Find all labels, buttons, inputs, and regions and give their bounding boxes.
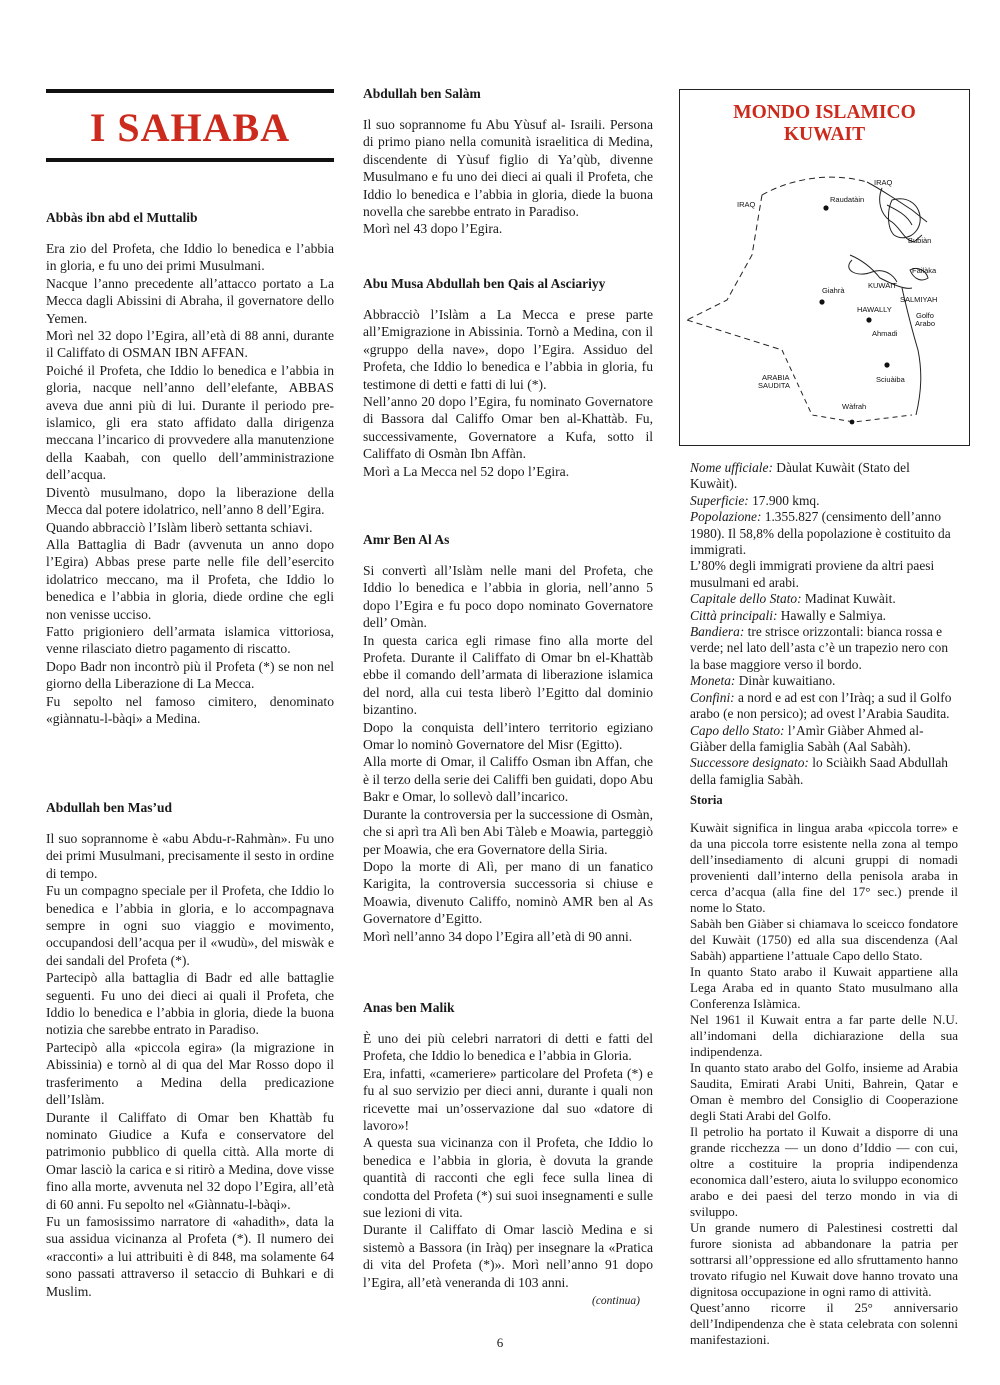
fact-row: L’80% degli immigrati proviene da altri paesi musulmani ed arabi. bbox=[690, 558, 935, 590]
map-label-raudatain: Raudatàin bbox=[830, 195, 865, 204]
paragraph: Dopo la conquista dell’intero territorio egiziano Omar lo nominò Governatore del Misr (Egitto). bbox=[363, 719, 653, 753]
paragraph: Quando abbracciò l’Islàm liberò settanta schiavi. bbox=[46, 519, 313, 535]
kuwait-map bbox=[682, 160, 967, 440]
paragraph: Quest’anno ricorre il 25° anniversario dell’Indipendenza che è stata celebrata con solenni manifestazioni. bbox=[690, 1300, 958, 1347]
heading-storia: Storia bbox=[690, 793, 723, 807]
title-rule-top bbox=[46, 89, 334, 93]
paragraph: Dopo la morte di Alì, per mano di un fanatico Karigita, la controversia successoria si chiuse e Moawia, divenuto Califfo, nominò AMR ben al As Governatore d’Egitto. bbox=[363, 858, 653, 927]
paragraph: Durante il Califfato di Omar ben Khattàb fu nominato Giudice a Kufa e conservatore del patrimonio pubblico di quella città. Alla morte di Omar lasciò la carica e si ritirò a Medina, dove visse fino alla morte, avvenuta nel 32 dopo l’Egira, all’età di 60 anni. Fu sepolto nel «Giànnatu-l-bàqi». bbox=[46, 1109, 334, 1212]
fact-row: Successore designato: lo Sciàikh Saad Abdullah della famiglia Sabàh. bbox=[690, 755, 948, 787]
map-label-giahra: Giahrà bbox=[822, 286, 845, 295]
map-label-sciuaiba: Sciuàiba bbox=[876, 375, 905, 384]
map-label-iraq-north: IRAQ bbox=[874, 178, 893, 187]
paragraph: Kuwàit significa in lingua araba «piccola torre» e da una piccola torre esistente nella zona al tempo dell’insediamento di alcuni gruppi di nomadi provenienti dall’interno della penisola araba in cerca d’acqua (alla fine del 17° sec.) prende il nome lo Stato. bbox=[690, 820, 958, 915]
heading-abbas: Abbàs ibn abd el Muttalib bbox=[46, 210, 198, 225]
map-label-kuwait: KUWAIT bbox=[868, 281, 897, 290]
paragraph: Durante il Califfato di Omar lasciò Medina e si sistemò a Bassora (in Iràq) per insegnare la «Pratica di vita del Profeta (*)». Morì nell’anno 91 dopo l’Egira, all’età veneranda di 103 anni. bbox=[363, 1222, 653, 1290]
map-label-arabia: ARABIA bbox=[762, 373, 790, 382]
paragraph: È uno dei più celebri narratori di detti e fatti del Profeta, che Iddio lo benedica e l’abbia in Gloria. bbox=[363, 1031, 653, 1064]
fact-row: Capitale dello Stato: Madinat Kuwàit. bbox=[690, 591, 896, 607]
heading-amr-ben-al-as: Amr Ben Al As bbox=[363, 532, 450, 547]
paragraph: Partecipò alla battaglia di Badr ed alle battaglie seguenti. Fu uno dei dieci ai quali il Profeta, che Iddio lo benedica e l’abbia in gloria, diede la buona notizia che sarebbe entrato in Paradiso. bbox=[46, 970, 334, 1038]
fact-row: Moneta: Dinàr kuwaitiano. bbox=[690, 673, 836, 689]
heading-abdullah-salam: Abdullah ben Salàm bbox=[363, 86, 481, 101]
map-label-golfo: Golfo bbox=[916, 311, 934, 320]
paragraph: A questa sua vicinanza con il Profeta, che Iddio lo benedica e l’abbia in gloria, è dovuta la grande quantità di racconti che egli fece sulla linea di condotta del Profeta (*) sui suoi insegnamenti e sulle sue lezioni di vita. bbox=[363, 1135, 653, 1221]
paragraph: Il suo soprannome fu Abu Yùsuf al- Israili. Persona di primo piano nella comunità israelitica di Medina, discendente di Yùsuf figlio di Ya’qùb, divenne Musulmano e fu uno dei dieci ai quali il Profeta, che Iddio lo benedica e l’abbia in gloria, diede la buona novella che sarebbe entrato in Paradiso. bbox=[363, 117, 653, 220]
fact-row: Nome ufficiale: Dàulat Kuwàit (Stato del Kuwàit). bbox=[690, 460, 910, 492]
map-label-bubian: Bubiàn bbox=[908, 236, 932, 245]
paragraph: Morì a La Mecca nel 52 dopo l’Egira. bbox=[363, 463, 570, 479]
paragraph: In questa carica egli rimase fino alla morte del Profeta. Durante il Califfato di Omar bn el-Khattàb ebbe il comando dell’armata di liberazione islamica del nord, alla cui testa liberò l’Egitto dal dominio bizantino. bbox=[363, 632, 653, 718]
page-number: 6 bbox=[496, 1335, 504, 1350]
paragraph: Durante la controversia per la successione di Osmàn, che si aprì tra Alì ben Abi Tàleb e Moawia, parteggiò per Moawia, che era Governatore della Siria. bbox=[363, 806, 653, 857]
paragraph: Partecipò alla «piccola egira» (la migrazione in Abissinia) e tornò al di qua del Mar Rosso dopo il trasferimento a Medina della predicazione dell’Islàm. bbox=[46, 1039, 334, 1108]
paragraph: Un grande numero di Palestinesi costretti dal furore sionista ad abbandonare la patria per sottrarsi all’oppressione ed allo sfruttamento hanno trovato rifugio nel Kuwait dove hanno trovato una dignitosa occupazione in ogni ramo di attività. bbox=[690, 1220, 958, 1299]
page-title: I SAHABA bbox=[89, 105, 291, 150]
article-anas-ben-malik bbox=[363, 1030, 653, 1291]
box-title-line-1: MONDO ISLAMICO bbox=[733, 102, 916, 123]
paragraph: Fu sepolto nel famoso cimitero, denominato «giànnatu-l-bàqi» a Medina. bbox=[46, 693, 334, 726]
map-label-failaka: Failàka bbox=[912, 266, 937, 275]
paragraph: Morì nel 32 dopo l’Egira, all’età di 88 anni, durante il Califfato di OSMAN IBN AFFAN. bbox=[46, 328, 334, 361]
article-abdullah-mas-ud bbox=[46, 830, 334, 1300]
box-title bbox=[679, 102, 970, 146]
paragraph: Il petrolio ha portato il Kuwait a disporre di una grande ricchezza — un dono d’Iddio — con cui, oltre a costituire la propria indipendenza economica dall’estero, aiuta lo sviluppo economico arabo e dei paesi del terzo mondo in via di sviluppo. bbox=[690, 1124, 958, 1219]
paragraph: Il suo soprannome è «abu Abdu-r-Rahmàn». Fu uno dei primi Musulmani, precisamente il sesto in ordine di tempo. bbox=[46, 831, 334, 881]
paragraph: Fu un famosissimo narratore di «ahadith», data la sua assidua vicinanza al Profeta (*). Il numero dei «racconti» a lui attribuiti è di 848, ma solamente 64 sono passati attraverso il setaccio di Buhkari e di Muslim. bbox=[46, 1213, 334, 1299]
map-label-arabo: Arabo bbox=[915, 319, 936, 328]
map-label-salmiyah: SALMIYAH bbox=[900, 295, 938, 304]
paragraph: Nel 1961 il Kuwait entra a far parte delle N.U. all’indomani della dichiarazione della sua indipendenza. bbox=[690, 1012, 958, 1059]
fact-row: Confini: a nord e ad est con l’Iràq; a sud il Golfo arabo (e non persico); ad ovest l’Arabia Saudita. bbox=[690, 689, 952, 722]
paragraph: Era zio del Profeta, che Iddio lo benedica e l’abbia in gloria, e fu uno dei primi Musulmani. bbox=[46, 241, 334, 274]
article-abbas bbox=[46, 240, 334, 727]
paragraph: Alla Battaglia di Badr (avvenuta un anno dopo l’Egira) Abbas prese parte nelle file dell’esercito idolatrico meccano, ma il Profeta, che Iddio lo benedica e l’abbia in gloria, diede ordine che egli non venisse ucciso. bbox=[46, 536, 334, 622]
paragraph: Diventò musulmano, dopo la liberazione della Mecca dal potere idolatrico, nell’anno 8 dell’Egira. bbox=[46, 484, 334, 518]
paragraph: Fu un compagno speciale per il Profeta, che Iddio lo benedica e l’abbia in gloria, e lo accompagnava sempre in ogni suo viaggio e movimento, occupandosi dell’acqua per il «wudù», del miswàk e dei sandali del Profeta (*). bbox=[46, 883, 334, 968]
fact-row: Bandiera: tre strisce orizzontali: bianca rossa e verde; nel lato dell’asta c’è un trapezio nero con la base maggiore verso il bordo. bbox=[690, 624, 949, 672]
fact-row: Superficie: 17.900 kmq. bbox=[690, 492, 820, 508]
storia-text bbox=[690, 820, 958, 1348]
paragraph: Nell’anno 20 dopo l’Egira, fu nominato Governatore di Bassora dal Califfo Omar ben al-Khattàb. Fu, successivamente, Governatore a Kufa, sotto il Califfato di Osmàn Ibn Affàn. bbox=[363, 394, 653, 462]
heading-anas-ben-malik: Anas ben Malik bbox=[363, 1000, 455, 1015]
paragraph: Si convertì all’Islàm nelle mani del Profeta, che Iddio lo benedica e l’abbia in gloria, nell’anno 5 dopo l’Egira e fu poco dopo nominato Governatore dell’ Omàn. bbox=[363, 563, 653, 631]
continued-note: (continua) bbox=[592, 1295, 640, 1307]
map-label-wafrah: Wàfrah bbox=[842, 402, 867, 411]
paragraph: In quanto Stato arabo il Kuwait appartiene alla Lega Araba ed in quanto Stato musulmano alla Conferenza Islàmica. bbox=[690, 964, 958, 1011]
paragraph: Poiché il Profeta, che Iddio lo benedica e l’abbia in gloria, nacque nell’anno dell’elefante, ABBAS aveva due anni più di lui. Durante il periodo pre-islamico, gli era stato affidato dalla dirigenza meccana l’incarico di provvedere alla manutenzione della Kaabah, con quello dell’amministrazione dell’acqua. bbox=[46, 362, 334, 483]
fact-row: Capo dello Stato: l’Amìr Giàber Ahmed al-Giàber della famiglia Sabàh (Aal Sabàh). bbox=[690, 722, 924, 754]
paragraph: Morì nel 43 dopo l’Egira. bbox=[363, 221, 503, 237]
title-rule-bottom bbox=[46, 158, 334, 162]
heading-abdullah-mas-ud: Abdullah ben Mas’ud bbox=[46, 800, 173, 815]
article-abdullah-salam bbox=[363, 116, 653, 238]
article-amr-ben-al-as bbox=[363, 562, 653, 945]
paragraph: Alla morte di Omar, il Califfo Osman ibn Affan, che è il terzo della serie dei Califfi ben guidati, dopo Abu Bakr e Omar, lo sollevò dall’incarico. bbox=[363, 754, 653, 805]
map-label-saudita: SAUDITA bbox=[758, 381, 790, 390]
kuwait-facts bbox=[690, 460, 958, 788]
paragraph: Dopo Badr non incontrò più il Profeta (*) se non nel giorno della Liberazione di La Mecca. bbox=[46, 658, 334, 692]
paragraph: Era, infatti, «cameriere» particolare del Profeta (*) e fu al suo servizio per dieci anni, durante i quali non ricevette mai un’osservazione dal suo «datore di lavoro»! bbox=[363, 1065, 653, 1134]
fact-row: Città principali: Hawally e Salmiya. bbox=[690, 607, 887, 623]
map-label-ahmadi: Ahmadi bbox=[872, 329, 898, 338]
paragraph: Nacque l’anno precedente all’attacco portato a La Mecca dagli Abissini di Abraha, il governatore dello Yemen. bbox=[46, 275, 334, 326]
paragraph: Abbracciò l’Islàm a La Mecca e prese parte all’Emigrazione in Abissinia. Tornò a Medina, con il «gruppo della nave», dopo l’Egira. Assiduo del Profeta, che Iddio lo benedica e l’abbia in gloria, fu testimone di detti e fatti di lui (*). bbox=[363, 307, 653, 392]
box-title-line-2: KUWAIT bbox=[783, 124, 866, 145]
article-abu-musa bbox=[363, 306, 653, 480]
map-label-iraq-west: IRAQ bbox=[737, 200, 756, 209]
paragraph: Fatto prigioniero dell’armata islamica vittoriosa, venne rilasciato dietro pagamento di riscatto. bbox=[46, 623, 334, 657]
paragraph: Sabàh ben Giàber si chiamava lo sceicco fondatore del Kuwàit (1750) ed alla sua discendenza (Aal Sabàh) appartiene l’attuale Capo dello Stato. bbox=[690, 916, 958, 963]
heading-abu-musa: Abu Musa Abdullah ben Qais al Asciariyy bbox=[363, 276, 606, 291]
paragraph: Morì nell’anno 34 dopo l’Egira all’età di 90 anni. bbox=[363, 928, 633, 944]
fact-row: Popolazione: 1.355.827 (censimento dell’anno 1980). Il 58,8% della popolazione è costituito da immigrati. bbox=[690, 509, 951, 558]
map-label-hawally: HAWALLY bbox=[857, 305, 892, 314]
paragraph: In quanto stato arabo del Golfo, insieme ad Arabia Saudita, Emirati Arabi Uniti, Bahrein, Qatar e Oman è membro del Consiglio di Cooperazione degli Stati Arabi del Golfo. bbox=[690, 1060, 958, 1123]
